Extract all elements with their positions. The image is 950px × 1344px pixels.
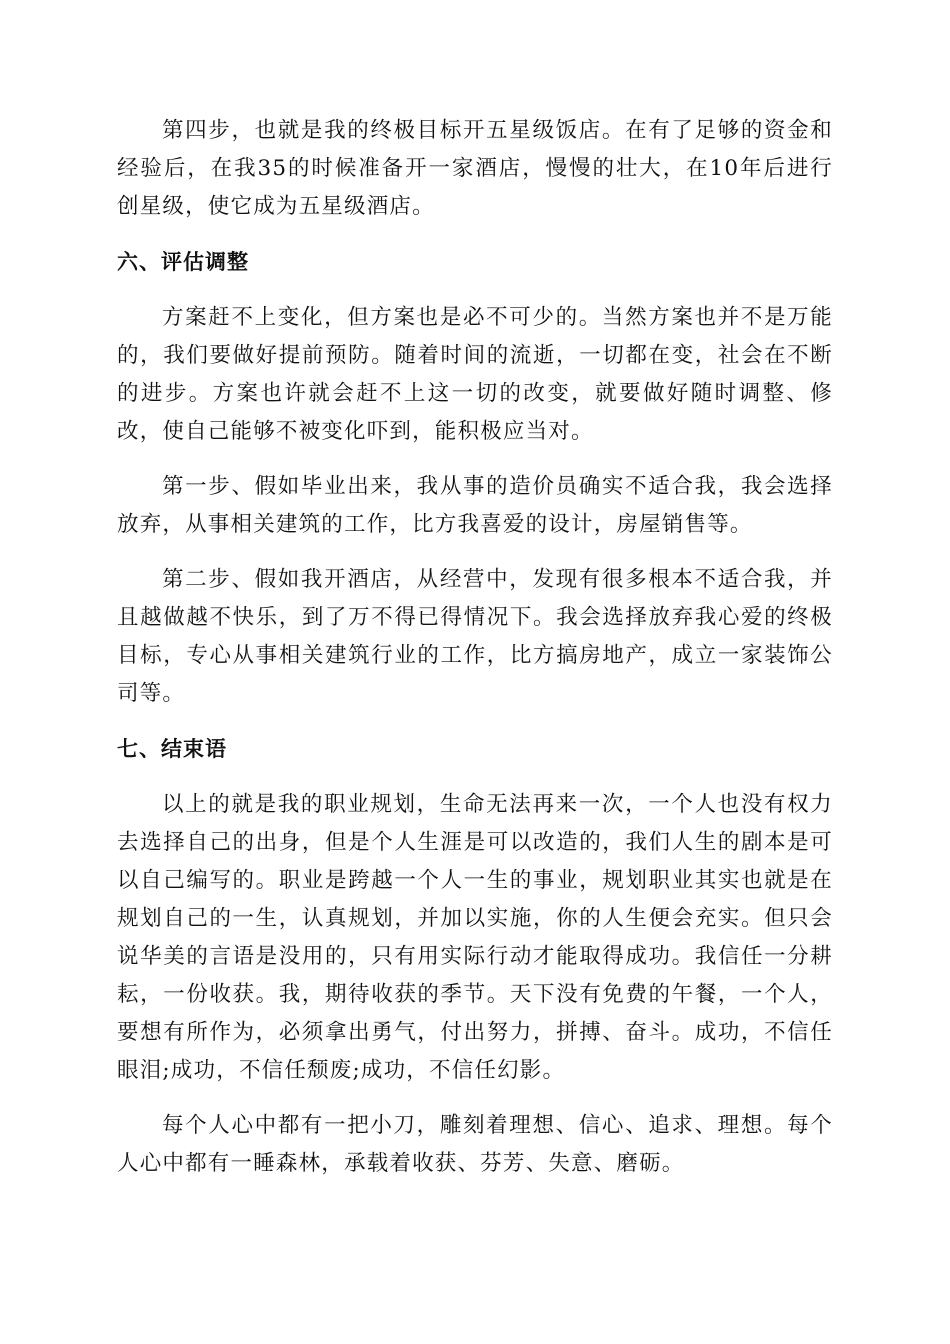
paragraph-conclusion: 以上的就是我的职业规划，生命无法再来一次，一个人也没有权力去选择自己的出身，但是个人生涯是可以改造的，我们人生的剧本是可以自己编写的。职业是跨越一个人一生的事业，规划职业其实也就是在规划自己的一生，认真规划，并加以实施，你的人生便会充实。但只会说华美的言语是没用的，只有用实际行动才能取得成功。我信任一分耕耘，一份收获。我，期待收获的季节。天下没有免费的午餐，一个人，要想有所作为，必须拿出勇气，付出努力，拼搏、奋斗。成功，不信任眼泪;成功，不信任颓废;成功，不信任幻影。: [117, 792, 833, 1083]
paragraph-adjust-step-one: 第一步、假如毕业出来，我从事的造价员确实不适合我，我会选择放弃，从事相关建筑的工作，比方我喜爱的设计，房屋销售等。: [117, 474, 833, 537]
paragraph-plan-change: 方案赶不上变化，但方案也是必不可少的。当然方案也并不是万能的，我们要做好提前预防。随着时间的流逝，一切都在变，社会在不断的进步。方案也许就会赶不上这一切的改变，就要做好随时调整、修改，使自己能够不被变化吓到，能积极应当对。: [117, 305, 833, 444]
section-heading-evaluation: 六、评估调整: [117, 250, 249, 274]
paragraph-adjust-step-two: 第二步、假如我开酒店，从经营中，发现有很多根本不适合我，并且越做越不快乐，到了万不得已得情况下。我会选择放弃我心爱的终极目标，专心从事相关建筑行业的工作，比方搞房地产，成立一家装饰公司等。: [117, 567, 833, 706]
paragraph-step-four: 第四步，也就是我的终极目标开五星级饭店。在有了足够的资金和经验后，在我35的时候准备开一家酒店，慢慢的壮大，在10年后进行创星级，使它成为五星级酒店。: [117, 118, 833, 219]
paragraph-closing: 每个人心中都有一把小刀，雕刻着理想、信心、追求、理想。每个人心中都有一睡森林，承载着收获、芬芳、失意、磨砺。: [117, 1113, 833, 1176]
document-body: [117, 112, 833, 1200]
section-heading-conclusion: 七、结束语: [117, 737, 227, 761]
